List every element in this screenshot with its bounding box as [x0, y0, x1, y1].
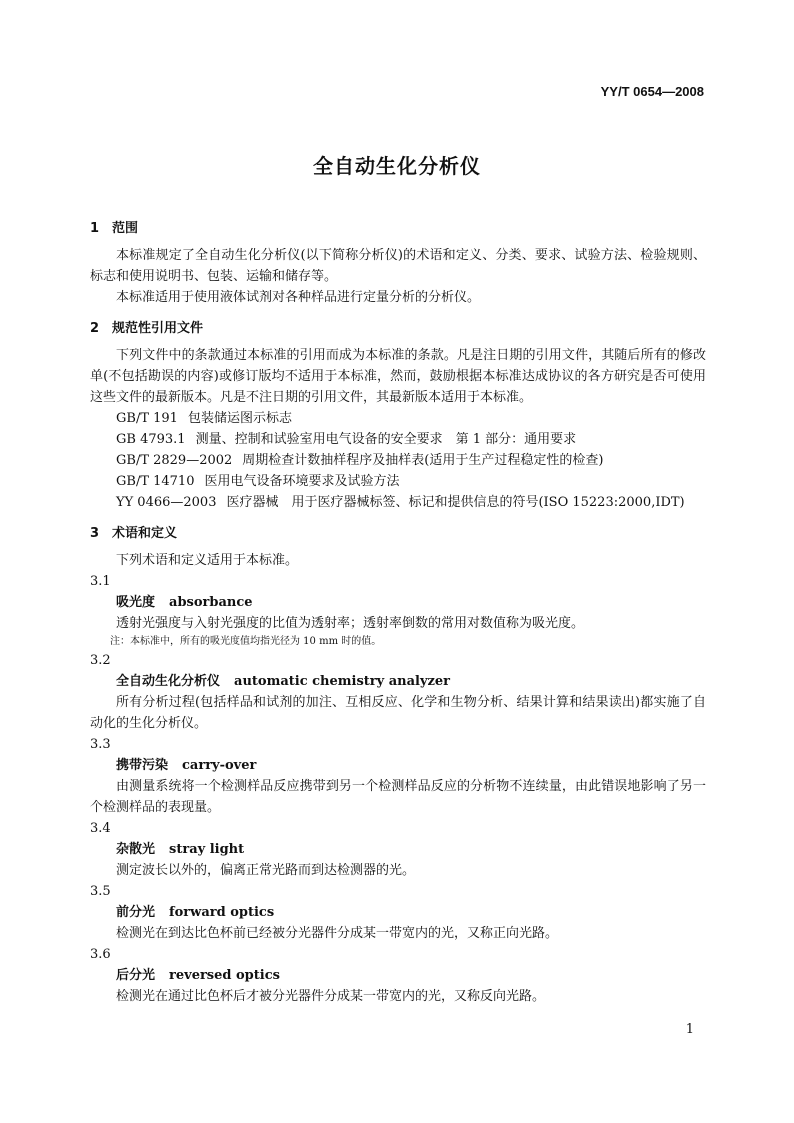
- section-number: 1: [90, 221, 100, 236]
- section-title: 范围: [112, 221, 139, 236]
- section-1-para-1: 本标准规定了全自动生化分析仪(以下简称分析仪)的术语和定义、分类、要求、试验方法、检验规则、标志和使用说明书、包装、运输和储存等。: [90, 248, 706, 284]
- reference-title: 包装储运图示标志: [187, 411, 292, 426]
- document-body: [90, 218, 706, 1007]
- section-3-heading: [90, 523, 706, 544]
- term-number: 3.5: [90, 884, 111, 899]
- reference-code: GB/T 2829—2002: [116, 453, 233, 468]
- term-english: stray light: [169, 842, 245, 857]
- reference-code: YY 0466—2003: [116, 495, 217, 510]
- reference-code: GB/T 191: [116, 411, 178, 426]
- page-number: 1: [685, 1022, 694, 1037]
- term-number: 3.3: [90, 737, 111, 752]
- reference-item: [90, 492, 706, 513]
- term-definition: 检测光在到达比色杯前已经被分光器件分成某一带宽内的光，又称正向光路。: [116, 926, 559, 941]
- reference-title: 医用电气设备环境要求及试验方法: [204, 474, 400, 489]
- term-english: automatic chemistry analyzer: [234, 674, 451, 689]
- term-chinese: 杂散光: [116, 842, 156, 857]
- term-heading: [90, 902, 706, 923]
- term-english: absorbance: [169, 595, 253, 610]
- term-number: 3.2: [90, 653, 111, 668]
- term-english: reversed optics: [169, 968, 280, 983]
- reference-title: 测量、控制和试验室用电气设备的安全要求 第 1 部分：通用要求: [195, 432, 577, 447]
- term-chinese: 吸光度: [116, 595, 156, 610]
- term-definition: 由测量系统将一个检测样品反应携带到另一个检测样品反应的分析物不连续量，由此错误地影响了另一个检测样品的表现量。: [90, 779, 706, 815]
- reference-item: [90, 450, 706, 471]
- term-english: forward optics: [169, 905, 275, 920]
- reference-item: [90, 429, 706, 450]
- section-1-para-2: 本标准适用于使用液体试剂对各种样品进行定量分析的分析仪。: [116, 290, 481, 305]
- reference-title: 医疗器械 用于医疗器械标签、标记和提供信息的符号(ISO 15223:2000,IDT): [226, 495, 685, 510]
- term-definition: 透射光强度与入射光强度的比值为透射率；透射率倒数的常用对数值称为吸光度。: [116, 616, 585, 631]
- term-number: 3.4: [90, 821, 111, 836]
- term-chinese: 后分光: [116, 968, 156, 983]
- term-heading: [90, 592, 706, 613]
- reference-item: [90, 408, 706, 429]
- term-heading: [90, 755, 706, 776]
- section-number: 2: [90, 321, 100, 336]
- term-definition: 测定波长以外的，偏离正常光路而到达检测器的光。: [116, 863, 416, 878]
- section-3-intro: 下列术语和定义适用于本标准。: [116, 553, 299, 568]
- term-chinese: 携带污染: [116, 758, 169, 773]
- term-chinese: 全自动生化分析仪: [116, 674, 221, 689]
- section-1-heading: [90, 218, 706, 239]
- page-title: 全自动生化分析仪: [313, 154, 481, 178]
- section-number: 3: [90, 526, 100, 541]
- term-definition: 所有分析过程(包括样品和试剂的加注、互相反应、化学和生物分析、结果计算和结果读出)都实施了自动化的生化分析仪。: [90, 695, 706, 731]
- section-title: 规范性引用文件: [112, 321, 204, 336]
- term-note: 注：本标准中，所有的吸光度值均指光径为 10 mm 时的值。: [110, 636, 382, 647]
- term-heading: [90, 671, 706, 692]
- section-title: 术语和定义: [112, 526, 178, 541]
- term-definition: 检测光在通过比色杯后才被分光器件分成某一带宽内的光，又称反向光路。: [116, 989, 546, 1004]
- reference-code: GB 4793.1: [116, 432, 186, 447]
- reference-item: [90, 471, 706, 492]
- term-number: 3.1: [90, 574, 111, 589]
- section-2-para-1: 下列文件中的条款通过本标准的引用而成为本标准的条款。凡是注日期的引用文件，其随后所有的修改单(不包括勘误的内容)或修订版均不适用于本标准，然而，鼓励根据本标准达成协议的各方研究是否可使用这些文件的最新版本。凡是不注日期的引用文件，其最新版本适用于本标准。: [90, 348, 706, 405]
- document-code: YY/T 0654—2008: [600, 84, 704, 99]
- term-number: 3.6: [90, 947, 111, 962]
- reference-code: GB/T 14710: [116, 474, 195, 489]
- term-heading: [90, 839, 706, 860]
- term-chinese: 前分光: [116, 905, 156, 920]
- term-english: carry-over: [182, 758, 257, 773]
- term-heading: [90, 965, 706, 986]
- reference-title: 周期检查计数抽样程序及抽样表(适用于生产过程稳定性的检查): [242, 453, 604, 468]
- section-2-heading: [90, 318, 706, 339]
